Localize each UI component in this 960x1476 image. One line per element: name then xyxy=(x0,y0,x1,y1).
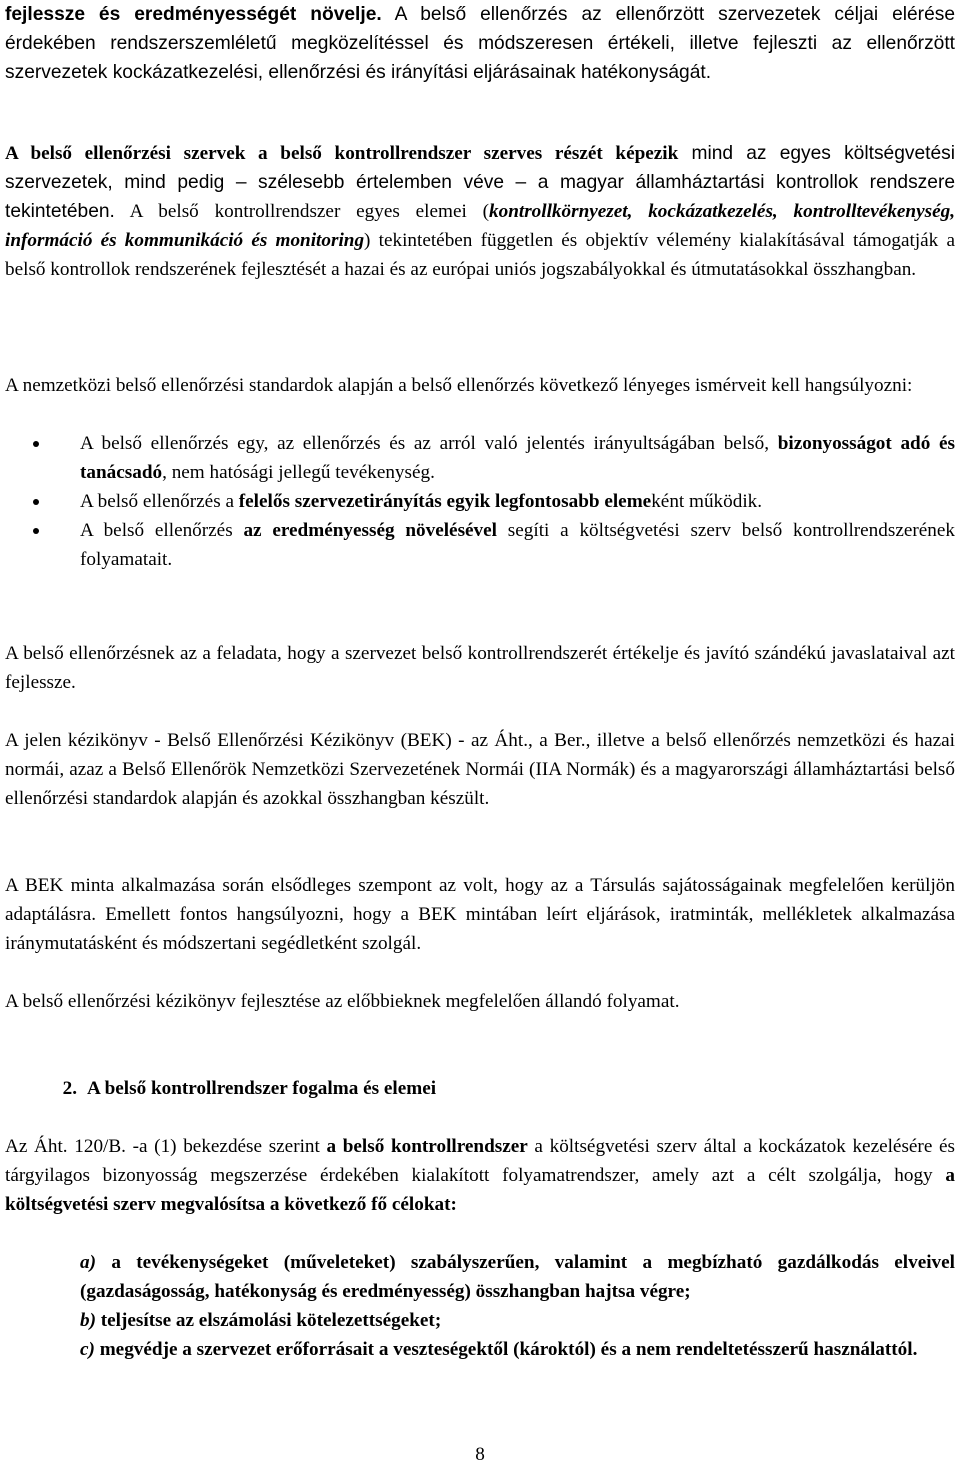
paragraph-intro: fejlessze és eredményességét növelje. A belső ellenőrzés az ellenőrzött szervezetek céljai elérése érdekében rendszerszemléletű megközelítéssel és módszeresen értékeli, illetve fejleszti az ellenőrzött szervezetek kockázatkezelési, ellenőrzési és irányítási eljárásainak hatékonyságát. xyxy=(5,4,956,83)
goal-list xyxy=(5,1248,955,1364)
paragraph-kontroll: A belső ellenőrzési szervek a belső kontrollrendszer szerves részét képezik mind az egyes költségvetési szervezetek, mind pedig – szélesebb értelemben véve – a magyar államháztartási kontrollok rendszere tekintetében. A belső kontrollrendszer egyes elemei (kontrollkörnyezet, kockázatkezelés, kontrolltevékenység, információ és kommunikáció és monitoring) tekintetében független és objektív vélemény kialakításával támogatják a belső kontrollok rendszerének fejlesztését a hazai és az európai uniós jogszabályokkal és útmutatásokkal összhangban. xyxy=(5,143,955,280)
list-item: A belső ellenőrzés az eredményesség növelésével segíti a költségvetési szerv belső kontrollrendszerének folyamatait. xyxy=(5,516,955,574)
bullet-list xyxy=(5,429,955,574)
section-heading: 2. A belső kontrollrendszer fogalma és elemei xyxy=(62,1078,437,1099)
list-item: b) teljesítse az elszámolási kötelezettségeket; xyxy=(80,1310,442,1331)
paragraph-kezikonyv: A jelen kézikönyv - Belső Ellenőrzési Kézikönyv (BEK) - az Áht., a Ber., illetve a belső ellenőrzés nemzetközi és hazai normái, azaz a Belső Ellenőrök Nemzetközi Szervezetének Normái (IIA Normák) és a magyarországi államháztartási belső ellenőrzési standardok alapján és azokkal összhangban készült. xyxy=(5,730,955,809)
page-number: 8 xyxy=(475,1444,485,1465)
paragraph-feladat: A belső ellenőrzésnek az a feladata, hogy a szervezet belső kontrollrendszerét értékelje és javító szándékú javaslataival azt fejlessze. xyxy=(5,643,955,693)
list-item: A belső ellenőrzés a felelős szervezetirányítás egyik legfontosabb elemeként működik. xyxy=(5,487,955,516)
list-item: a) a tevékenységeket (műveleteket) szabályszerűen, valamint a megbízható gazdálkodás elveivel (gazdaságosság, hatékonyság és eredményesség) összhangban hajtsa végre; xyxy=(80,1252,955,1302)
paragraph-aht: Az Áht. 120/B. -a (1) bekezdése szerint a belső kontrollrendszer a költségvetési szerv által a kockázatok kezelésére és tárgyilagos bizonyosság megszerzése érdekében kialakított folyamatrendszer, amely azt a célt szolgálja, hogy a költségvetési szerv megvalósítsa a következő fő célokat: xyxy=(5,1136,955,1215)
paragraph-fejlesztes: A belső ellenőrzési kézikönyv fejlesztése az előbbieknek megfelelően állandó folyamat. xyxy=(5,991,680,1012)
list-item: A belső ellenőrzés egy, az ellenőrzés és az arról való jelentés irányultságában belső, bizonyosságot adó és tanácsadó, nem hatósági jellegű tevékenység. xyxy=(5,429,955,487)
paragraph-standards: A nemzetközi belső ellenőrzési standardok alapján a belső ellenőrzés következő lényeges ismérveit kell hangsúlyozni: xyxy=(5,375,913,396)
list-item: c) megvédje a szervezet erőforrásait a veszteségektől (károktól) és a nem rendeltetésszerű használattól. xyxy=(80,1339,918,1360)
paragraph-bek-minta: A BEK minta alkalmazása során elsődleges szempont az volt, hogy az a Társulás sajátosságainak megfelelően kerüljön adaptálásra. Emellett fontos hangsúlyozni, hogy a BEK mintában leírt eljárások, iratminták, mellékletek alkalmazása iránymutatásként és módszertani segédletként szolgál. xyxy=(5,875,955,954)
